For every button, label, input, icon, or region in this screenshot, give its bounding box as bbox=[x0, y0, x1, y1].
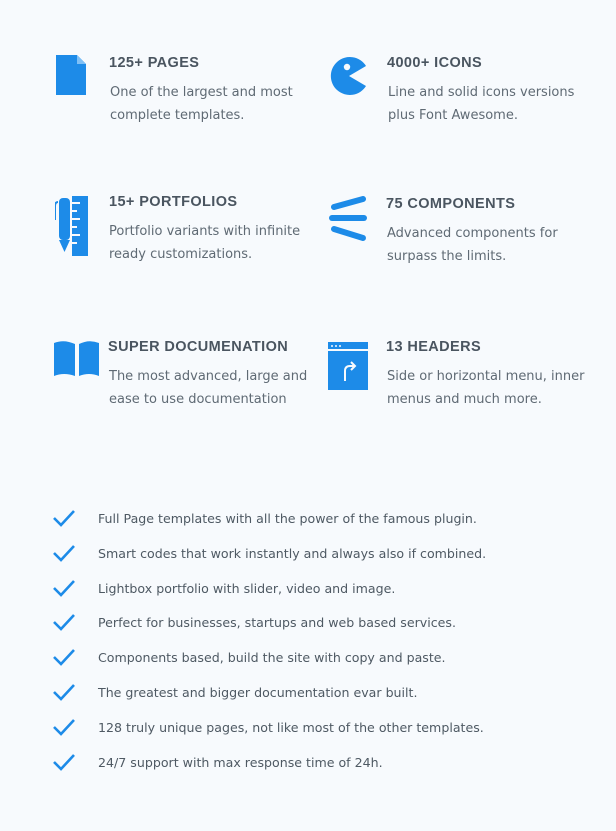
document-icon bbox=[55, 55, 101, 119]
checkmark-icon bbox=[52, 752, 76, 772]
list-item-text: Components based, build the site with copy and paste. bbox=[98, 650, 446, 666]
checkmark-icon bbox=[52, 543, 76, 563]
feature-description: Side or horizontal menu, inner menus and much more. bbox=[387, 369, 585, 407]
list-item bbox=[52, 644, 572, 679]
feature-title: 15+ PORTFOLIOS bbox=[109, 194, 238, 210]
feature-description: Advanced components for surpass the limits. bbox=[387, 226, 558, 264]
feature-components bbox=[328, 196, 588, 276]
pen-ruler-icon bbox=[55, 194, 101, 258]
feature-title: SUPER DOCUMENATION bbox=[108, 339, 289, 355]
feature-checklist bbox=[52, 505, 572, 783]
feature-headers bbox=[328, 339, 588, 419]
list-item bbox=[52, 505, 572, 540]
feature-description: Line and solid icons versions plus Font Awesome. bbox=[388, 85, 575, 123]
list-item-text: Full Page templates with all the power of the famous plugin. bbox=[98, 511, 477, 526]
feature-icons bbox=[330, 55, 590, 135]
feature-title: 75 COMPONENTS bbox=[386, 196, 516, 212]
list-item-text: Lightbox portfolio with slider, video and image. bbox=[98, 580, 396, 596]
list-item bbox=[52, 575, 572, 610]
browser-window-icon bbox=[328, 339, 374, 403]
feature-description: Portfolio variants with infinite ready customizations. bbox=[109, 224, 301, 262]
feature-title: 13 HEADERS bbox=[386, 339, 482, 355]
list-item bbox=[52, 679, 572, 714]
list-item bbox=[52, 714, 572, 749]
list-item-text: Perfect for businesses, startups and web based services. bbox=[98, 615, 456, 631]
components-icon bbox=[328, 196, 374, 260]
list-item bbox=[52, 609, 572, 644]
checkmark-icon bbox=[52, 508, 76, 528]
list-item bbox=[52, 540, 572, 575]
book-icon bbox=[54, 339, 100, 403]
feature-pages bbox=[55, 55, 315, 135]
checkmark-icon bbox=[52, 578, 76, 598]
list-item bbox=[52, 749, 572, 784]
feature-description: One of the largest and most complete templates. bbox=[110, 85, 293, 123]
feature-title: 125+ PAGES bbox=[109, 55, 200, 71]
list-item-text: 128 truly unique pages, not like most of the other templates. bbox=[98, 719, 484, 735]
feature-documentation bbox=[54, 339, 314, 419]
pacman-icon bbox=[330, 55, 376, 119]
list-item-text: The greatest and bigger documentation evar built. bbox=[98, 684, 418, 700]
feature-portfolios bbox=[55, 194, 315, 274]
checkmark-icon bbox=[52, 717, 76, 737]
checkmark-icon bbox=[52, 647, 76, 667]
list-item-text: 24/7 support with max response time of 24h. bbox=[98, 754, 383, 770]
feature-description: The most advanced, large and ease to use documentation bbox=[109, 369, 308, 407]
checkmark-icon bbox=[52, 682, 76, 702]
checkmark-icon bbox=[52, 612, 76, 632]
feature-title: 4000+ ICONS bbox=[387, 55, 483, 71]
list-item-text: Smart codes that work instantly and always also if combined. bbox=[98, 545, 487, 561]
